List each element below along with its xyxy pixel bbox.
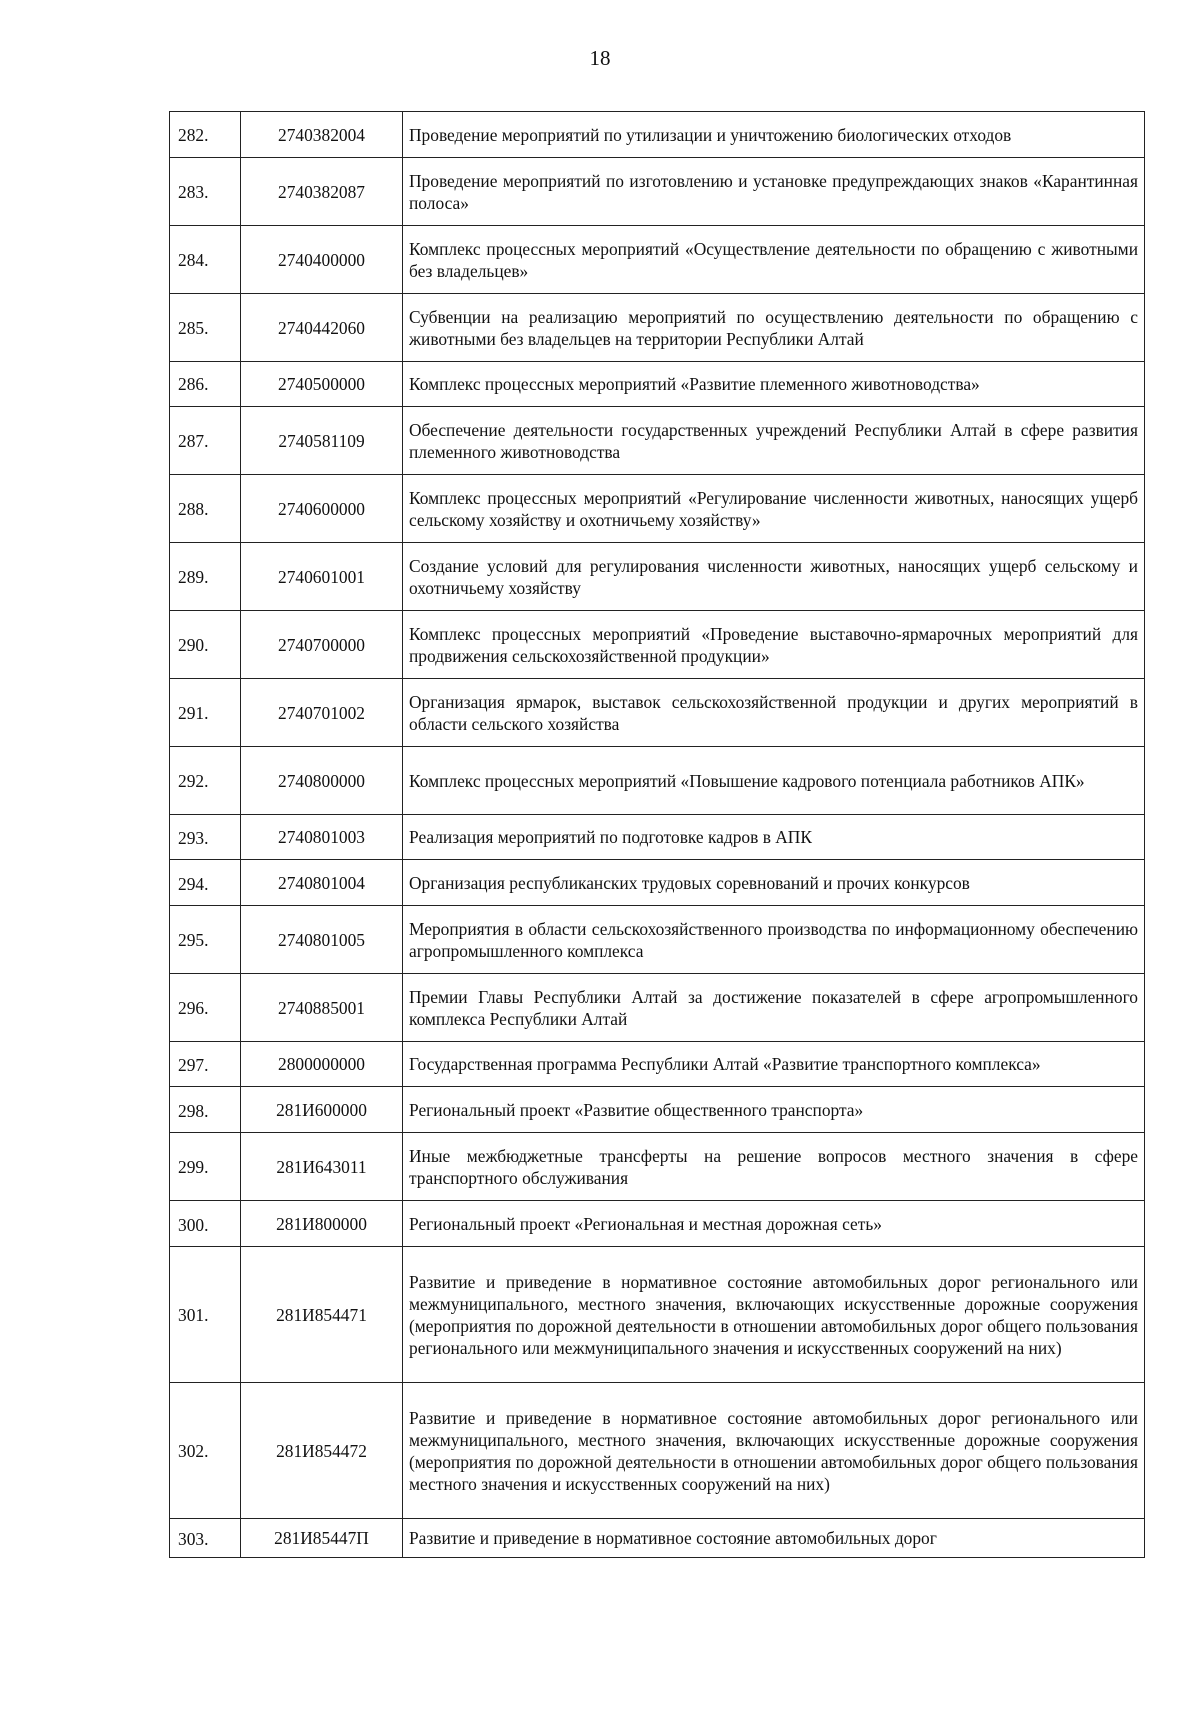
table-row bbox=[170, 747, 1145, 815]
row-number: 299. bbox=[170, 1133, 241, 1201]
row-description: Государственная программа Республики Алтай «Развитие транспортного комплекса» bbox=[403, 1042, 1145, 1087]
row-description: Региональный проект «Региональная и местная дорожная сеть» bbox=[403, 1201, 1145, 1247]
row-code: 2740500000 bbox=[241, 362, 403, 407]
row-description: Организация ярмарок, выставок сельскохозяйственной продукции и других мероприятий в области сельского хозяйства bbox=[403, 679, 1145, 747]
budget-codes-table bbox=[169, 111, 1145, 1558]
row-number: 298. bbox=[170, 1087, 241, 1133]
table-row bbox=[170, 112, 1145, 158]
row-number: 290. bbox=[170, 611, 241, 679]
row-description: Комплекс процессных мероприятий «Осуществление деятельности по обращению с животными без владельцев» bbox=[403, 226, 1145, 294]
table-row bbox=[170, 906, 1145, 974]
table-row bbox=[170, 679, 1145, 747]
row-code: 2740885001 bbox=[241, 974, 403, 1042]
row-number: 292. bbox=[170, 747, 241, 815]
table-row bbox=[170, 362, 1145, 407]
row-number: 291. bbox=[170, 679, 241, 747]
row-number: 282. bbox=[170, 112, 241, 158]
row-description: Создание условий для регулирования численности животных, наносящих ущерб сельскому и охотничьему хозяйству bbox=[403, 543, 1145, 611]
row-description: Развитие и приведение в нормативное состояние автомобильных дорог регионального или межмуниципального, местного значения, включающих искусственные дорожные сооружения (мероприятия по дорожной деятельности в отношении автомобильных дорог общего пользования местного значения и искусственных сооружений на них) bbox=[403, 1383, 1145, 1519]
row-description: Мероприятия в области сельскохозяйственного производства по информационному обеспечению агропромышленного комплекса bbox=[403, 906, 1145, 974]
table-row bbox=[170, 1087, 1145, 1133]
row-number: 289. bbox=[170, 543, 241, 611]
table-row bbox=[170, 294, 1145, 362]
row-number: 300. bbox=[170, 1201, 241, 1247]
row-description: Реализация мероприятий по подготовке кадров в АПК bbox=[403, 815, 1145, 860]
table-row bbox=[170, 1133, 1145, 1201]
table-row bbox=[170, 1042, 1145, 1087]
table-row bbox=[170, 974, 1145, 1042]
row-description: Комплекс процессных мероприятий «Регулирование численности животных, наносящих ущерб сельскому хозяйству и охотничьему хозяйству» bbox=[403, 475, 1145, 543]
row-number: 296. bbox=[170, 974, 241, 1042]
row-code: 2740581109 bbox=[241, 407, 403, 475]
table-row bbox=[170, 1247, 1145, 1383]
row-code: 281И800000 bbox=[241, 1201, 403, 1247]
row-description: Проведение мероприятий по утилизации и уничтожению биологических отходов bbox=[403, 112, 1145, 158]
row-code: 2740382087 bbox=[241, 158, 403, 226]
row-number: 285. bbox=[170, 294, 241, 362]
row-number: 302. bbox=[170, 1383, 241, 1519]
table-row bbox=[170, 226, 1145, 294]
row-code: 281И854471 bbox=[241, 1247, 403, 1383]
row-description: Проведение мероприятий по изготовлению и установке предупреждающих знаков «Карантинная полоса» bbox=[403, 158, 1145, 226]
row-code: 281И85447П bbox=[241, 1519, 403, 1558]
table-row bbox=[170, 1519, 1145, 1558]
row-code: 2800000000 bbox=[241, 1042, 403, 1087]
row-code: 2740801004 bbox=[241, 860, 403, 906]
row-code: 2740601001 bbox=[241, 543, 403, 611]
row-code: 2740600000 bbox=[241, 475, 403, 543]
row-number: 284. bbox=[170, 226, 241, 294]
row-description: Обеспечение деятельности государственных учреждений Республики Алтай в сфере развития племенного животноводства bbox=[403, 407, 1145, 475]
table-row bbox=[170, 611, 1145, 679]
row-number: 303. bbox=[170, 1519, 241, 1558]
row-code: 2740382004 bbox=[241, 112, 403, 158]
row-code: 2740801003 bbox=[241, 815, 403, 860]
row-description: Комплекс процессных мероприятий «Проведение выставочно-ярмарочных мероприятий для продвижения сельскохозяйственной продукции» bbox=[403, 611, 1145, 679]
row-number: 295. bbox=[170, 906, 241, 974]
row-code: 2740800000 bbox=[241, 747, 403, 815]
row-number: 286. bbox=[170, 362, 241, 407]
row-number: 293. bbox=[170, 815, 241, 860]
row-number: 288. bbox=[170, 475, 241, 543]
row-code: 2740700000 bbox=[241, 611, 403, 679]
row-code: 2740442060 bbox=[241, 294, 403, 362]
row-description: Развитие и приведение в нормативное состояние автомобильных дорог bbox=[403, 1519, 1145, 1558]
row-number: 287. bbox=[170, 407, 241, 475]
table-row bbox=[170, 543, 1145, 611]
table-row bbox=[170, 815, 1145, 860]
row-code: 2740400000 bbox=[241, 226, 403, 294]
row-number: 283. bbox=[170, 158, 241, 226]
row-description: Субвенции на реализацию мероприятий по осуществлению деятельности по обращению с животными без владельцев на территории Республики Алтай bbox=[403, 294, 1145, 362]
row-number: 301. bbox=[170, 1247, 241, 1383]
row-description: Организация республиканских трудовых соревнований и прочих конкурсов bbox=[403, 860, 1145, 906]
table-row bbox=[170, 860, 1145, 906]
row-number: 297. bbox=[170, 1042, 241, 1087]
row-number: 294. bbox=[170, 860, 241, 906]
row-description: Развитие и приведение в нормативное состояние автомобильных дорог регионального или межмуниципального, местного значения, включающих искусственные дорожные сооружения (мероприятия по дорожной деятельности в отношении автомобильных дорог общего пользования регионального или межмуниципального значения и искусственных сооружений на них) bbox=[403, 1247, 1145, 1383]
row-description: Комплекс процессных мероприятий «Повышение кадрового потенциала работников АПК» bbox=[403, 747, 1145, 815]
table-row bbox=[170, 1383, 1145, 1519]
row-code: 281И643011 bbox=[241, 1133, 403, 1201]
table-row bbox=[170, 158, 1145, 226]
table-row bbox=[170, 475, 1145, 543]
row-description: Региональный проект «Развитие общественного транспорта» bbox=[403, 1087, 1145, 1133]
row-description: Иные межбюджетные трансферты на решение вопросов местного значения в сфере транспортного обслуживания bbox=[403, 1133, 1145, 1201]
table-row bbox=[170, 1201, 1145, 1247]
row-code: 2740701002 bbox=[241, 679, 403, 747]
row-code: 281И600000 bbox=[241, 1087, 403, 1133]
table-row bbox=[170, 407, 1145, 475]
page-number: 18 bbox=[589, 46, 611, 70]
row-description: Комплекс процессных мероприятий «Развитие племенного животноводства» bbox=[403, 362, 1145, 407]
row-code: 2740801005 bbox=[241, 906, 403, 974]
row-code: 281И854472 bbox=[241, 1383, 403, 1519]
row-description: Премии Главы Республики Алтай за достижение показателей в сфере агропромышленного комплекса Республики Алтай bbox=[403, 974, 1145, 1042]
